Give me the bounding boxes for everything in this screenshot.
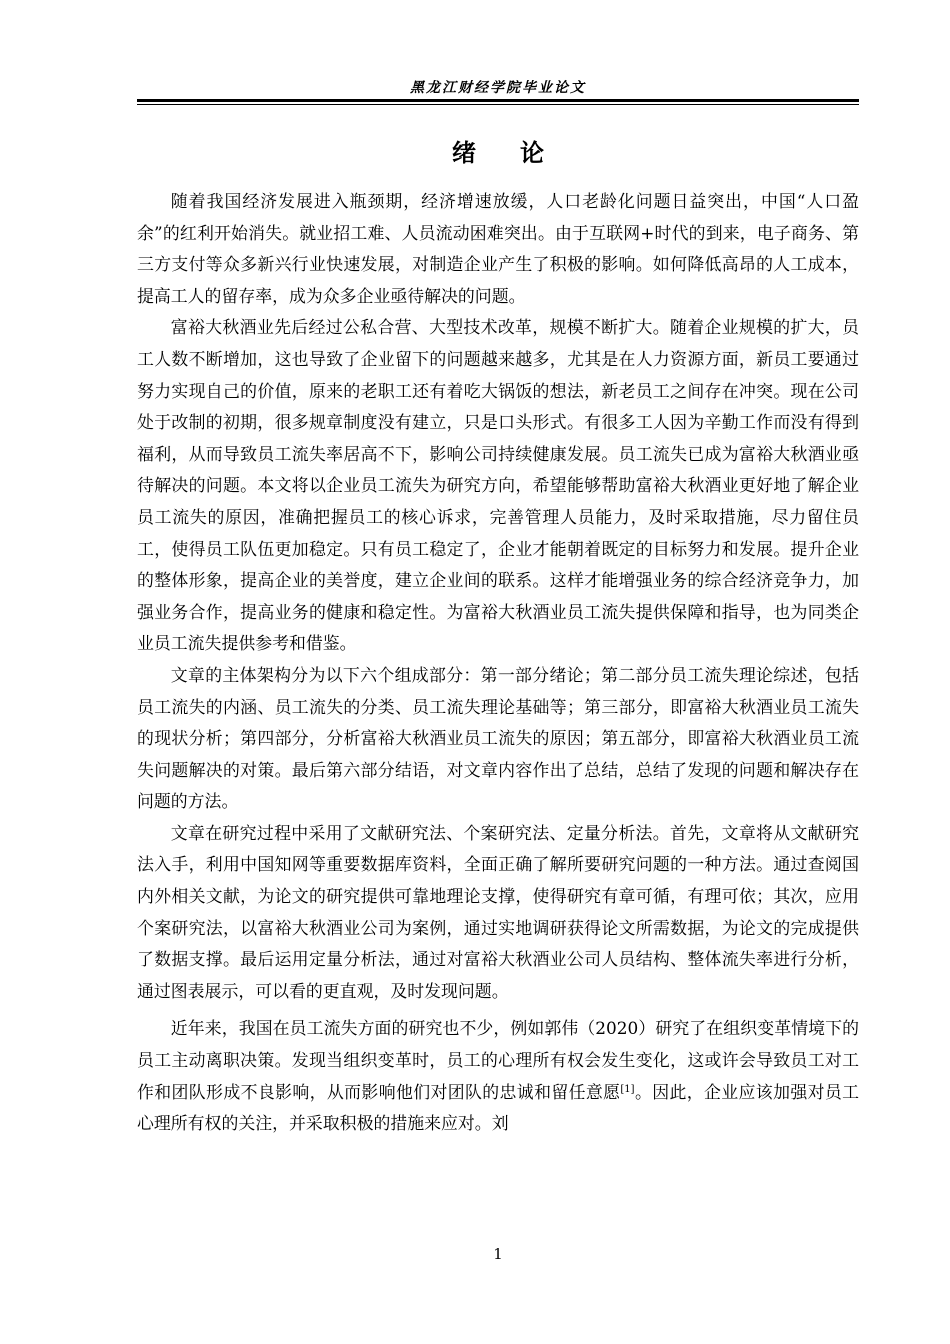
paragraph-3: 文章的主体架构分为以下六个组成部分：第一部分绪论；第二部分员工流失理论综述，包括员工流失的内涵、员工流失的分类、员工流失理论基础等；第三部分，即富裕大秋酒业员工流失的现状分析；第四部分，分析富裕大秋酒业员工流失的原因；第五部分，即富裕大秋酒业员工流失问题解决的对策。最后第六部分结语，对文章内容作出了总结，总结了发现的问题和解决存在问题的方法。	[137, 664, 859, 812]
paragraph-5-text-a: 近年来，我国在员工流失方面的研究也不少，例如郭伟（2020）研究了在组织变革情境下的员工主动离职决策。发现当组织变革时，员工的心理所有权会发生变化，这或许会导致员工对工作和团队形成不良影响，从而影响他们对团队的忠诚和留任意愿	[137, 1018, 859, 1102]
paragraph-5	[137, 1013, 859, 1139]
header-rule-thick	[137, 99, 859, 102]
citation-marker[interactable]: [1]	[620, 1083, 635, 1095]
header-rule-thin	[137, 104, 859, 105]
page-number: 1	[493, 1245, 503, 1263]
chapter-title-part2: 论	[520, 139, 544, 167]
paragraph-5-text-b: 。因此，企业应该加强对员工心理所有权的关注，并采取积极的措施来应对。刘	[137, 1081, 860, 1134]
running-header: 黑龙江财经学院毕业论文	[410, 80, 586, 96]
chapter-title	[137, 136, 859, 170]
paragraph-2: 富裕大秋酒业先后经过公私合营、大型技术改革，规模不断扩大。随着企业规模的扩大，员工人数不断增加，这也导致了企业留下的问题越来越多，尤其是在人力资源方面，新员工要通过努力实现自己的价值，原来的老职工还有着吃大锅饭的想法，新老员工之间存在冲突。现在公司处于改制的初期，很多规章制度没有建立，只是口头形式。有很多工人因为辛勤工作而没有得到福利，从而导致员工流失率居高不下，影响公司持续健康发展。员工流失已成为富裕大秋酒业亟待解决的问题。本文将以企业员工流失为研究方向，希望能够帮助富裕大秋酒业更好地了解企业员工流失的原因，准确把握员工的核心诉求，完善管理人员能力，及时采取措施，尽力留住员工，使得员工队伍更加稳定。只有员工稳定了，企业才能朝着既定的目标努力和发展。提升企业的整体形象，提高企业的美誉度，建立企业间的联系。这样才能增强业务的综合经济竞争力，加强业务合作，提高业务的健康和稳定性。为富裕大秋酒业员工流失提供保障和指导，也为同类企业员工流失提供参考和借鉴。	[137, 317, 859, 654]
body-text	[137, 186, 859, 1140]
paragraph-4: 文章在研究过程中采用了文献研究法、个案研究法、定量分析法。首先，文章将从文献研究法入手，利用中国知网等重要数据库资料，全面正确了解所要研究问题的一种方法。通过查阅国内外相关文献，为论文的研究提供可靠地理论支撑，使得研究有章可循，有理可依；其次，应用个案研究法，以富裕大秋酒业公司为案例，通过实地调研获得论文所需数据，为论文的完成提供了数据支撑。最后运用定量分析法，通过对富裕大秋酒业公司人员结构、整体流失率进行分析，通过图表展示，可以看的更直观，及时发现问题。	[137, 822, 859, 1001]
paragraph-1: 随着我国经济发展进入瓶颈期，经济增速放缓，人口老龄化问题日益突出，中国“人口盈余”的红利开始消失。就业招工难、人员流动困难突出。由于互联网+时代的到来，电子商务、第三方支付等众多新兴行业快速发展，对制造企业产生了积极的影响。如何降低高昂的人工成本，提高工人的留存率，成为众多企业亟待解决的问题。	[137, 191, 859, 306]
chapter-title-part1: 绪	[452, 139, 476, 167]
